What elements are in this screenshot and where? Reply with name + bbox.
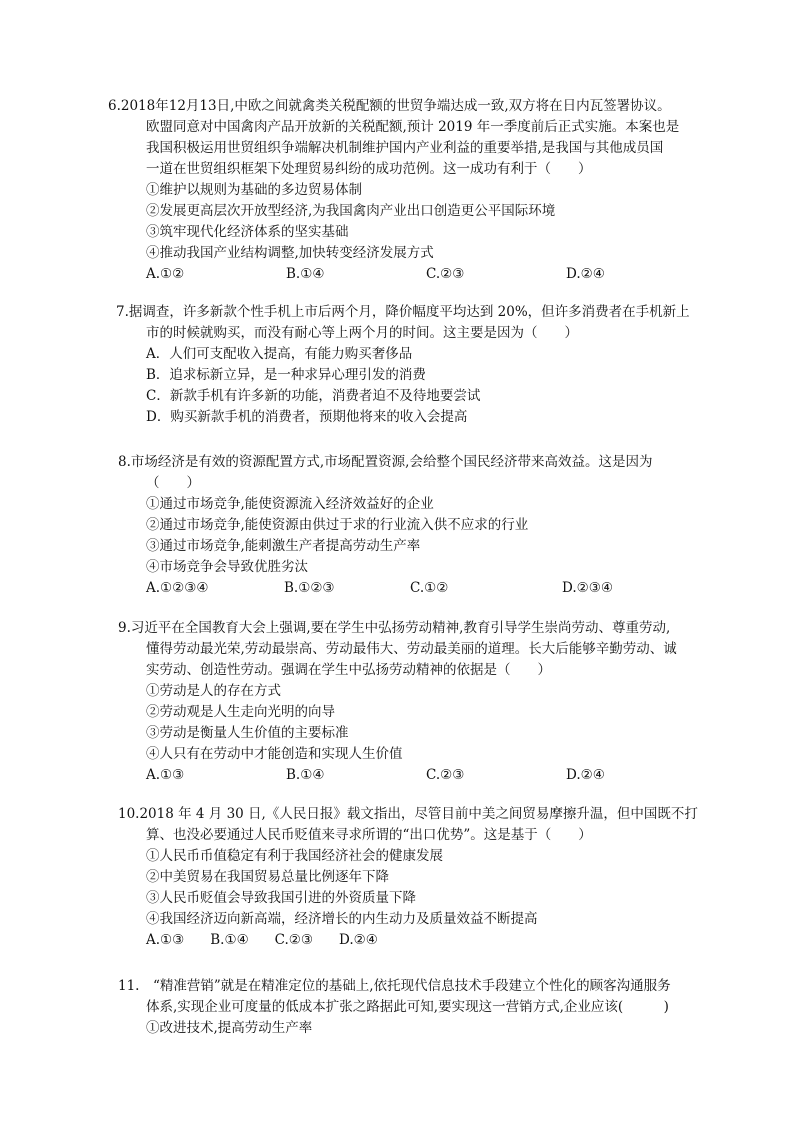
statement-item: ②发展更高层次开放型经济,为我国禽肉产业出口创造更公平国际环境 [146,203,556,219]
option-d: D．购买新款手机的消费者，预期他将来的收入会提高 [146,409,468,425]
answer-options [118,578,718,599]
option-a: A.①②③④ [146,580,209,596]
option-a: A．人们可支配收入提高，有能力购买奢侈品 [146,346,413,362]
statement-item: ③劳动是衡量人生价值的主要标准 [146,725,349,741]
statement-item: ①维护以规则为基础的多边贸易体制 [146,182,362,198]
option-a: A.①③ [146,932,185,948]
statement-item: ①通过市场竞争,能使资源流入经济效益好的企业 [146,496,434,512]
statement-item: ①人民币币值稳定有利于我国经济社会的健康发展 [146,848,443,864]
question-stem-line: 欧盟同意对中国禽肉产品开放新的关税配额,预计 2019 年一季度前后正式实施。本案也是 [146,119,680,135]
option-a: A.①② [146,266,185,282]
statement-item: ②通过市场竞争,能使资源由供过于求的行业流入供不应求的行业 [146,517,529,533]
option-d: D.②④ [339,932,378,948]
answer-options [118,930,718,951]
option-b: B.①④ [210,932,249,948]
answer-options [118,765,718,786]
question-9 [118,618,718,786]
option-b: B.①④ [286,767,325,783]
statement-item: ③通过市场竞争,能刺激生产者提高劳动生产率 [146,538,421,554]
question-stem-line: 6.2018年12月13日,中欧之间就禽类关税配额的世贸争端达成一致,双方将在日内瓦签署协议。 [108,98,671,114]
question-stem-line: （ ） [146,475,200,491]
option-b: B.①②③ [284,580,335,596]
option-d: D.②③④ [562,580,613,596]
question-stem-line: 市的时候就购买，而没有耐心等上两个月的时间。这主要是因为（ ） [146,325,578,341]
statement-item: ①劳动是人的存在方式 [146,683,281,699]
question-stem-line: 懂得劳动最光荣,劳动最崇高、劳动最伟大、劳动最美丽的道理。长大后能够辛勤劳动、诚 [146,641,677,657]
option-b: B.①④ [286,266,325,282]
option-d: D.②④ [566,266,605,282]
question-6 [108,96,718,285]
statement-item: ③人民币贬值会导致我国引进的外资质量下降 [146,890,416,906]
option-b: B．追求标新立异，是一种求异心理引发的消费 [146,367,426,383]
question-stem-line: 我国积极运用世贸组织争端解决机制维护国内产业利益的重要举措,是我国与其他成员国 [146,140,664,156]
statement-item: ②中美贸易在我国贸易总量比例逐年下降 [146,869,389,885]
option-a: A.①③ [146,767,185,783]
question-stem-line: 10.2018 年 4 月 30 日,《人民日报》载文指出，尽管目前中美之间贸易摩擦升温，但中国既不打 [118,806,698,822]
question-stem-line: 9.习近平在全国教育大会上强调,要在学生中弘扬劳动精神,教育引导学生崇尚劳动、尊重劳动, [118,620,671,636]
option-c: C.②③ [426,266,465,282]
option-d: D.②④ [566,767,605,783]
question-stem-line: 实劳动、创造性劳动。强调在学生中弘扬劳动精神的依据是（ ） [146,662,551,678]
question-11 [118,976,718,1039]
question-stem-line: 体系,实现企业可度量的低成本扩张之路据此可知,要实现这一营销方式,企业应该( ) [146,999,669,1015]
option-c: C．新款手机有许多新的功能，消费者迫不及待地要尝试 [146,388,481,404]
statement-item: ④推动我国产业结构调整,加快转变经济发展方式 [146,245,434,261]
question-stem-line: 11. “精准营销”就是在精准定位的基础上,依托现代信息技术手段建立个性化的顾客沟通服务 [118,978,671,994]
statement-item: ④我国经济迈向新高端，经济增长的内生动力及质量效益不断提高 [146,911,538,927]
option-c: C.②③ [274,932,314,948]
statement-item: ①改进技术,提高劳动生产率 [146,1020,313,1036]
answer-options [118,264,718,285]
option-c: C.①② [410,580,449,596]
question-7 [118,302,718,428]
statement-item: ④市场竞争会导致优胜劣汰 [146,559,308,575]
question-stem-line: 7.据调查，许多新款个性手机上市后两个月，降价幅度平均达到 20%，但许多消费者在手机新上 [116,304,690,320]
statement-item: ③筑牢现代化经济体系的坚实基础 [146,224,349,240]
statement-item: ②劳动观是人生走向光明的向导 [146,704,335,720]
question-stem-line: 一道在世贸组织框架下处理贸易纠纷的成功范例。这一成功有利于（ ） [146,161,592,177]
option-c: C.②③ [426,767,465,783]
question-10 [118,804,718,951]
question-stem-line: 8.市场经济是有效的资源配置方式,市场配置资源,会给整个国民经济带来高效益。这是因为 [118,454,653,470]
question-stem-line: 算、也没必要通过人民币贬值来寻求所谓的“出口优势”。这是基于（ ） [146,827,592,843]
question-8 [118,452,718,599]
statement-item: ④人只有在劳动中才能创造和实现人生价值 [146,746,403,762]
